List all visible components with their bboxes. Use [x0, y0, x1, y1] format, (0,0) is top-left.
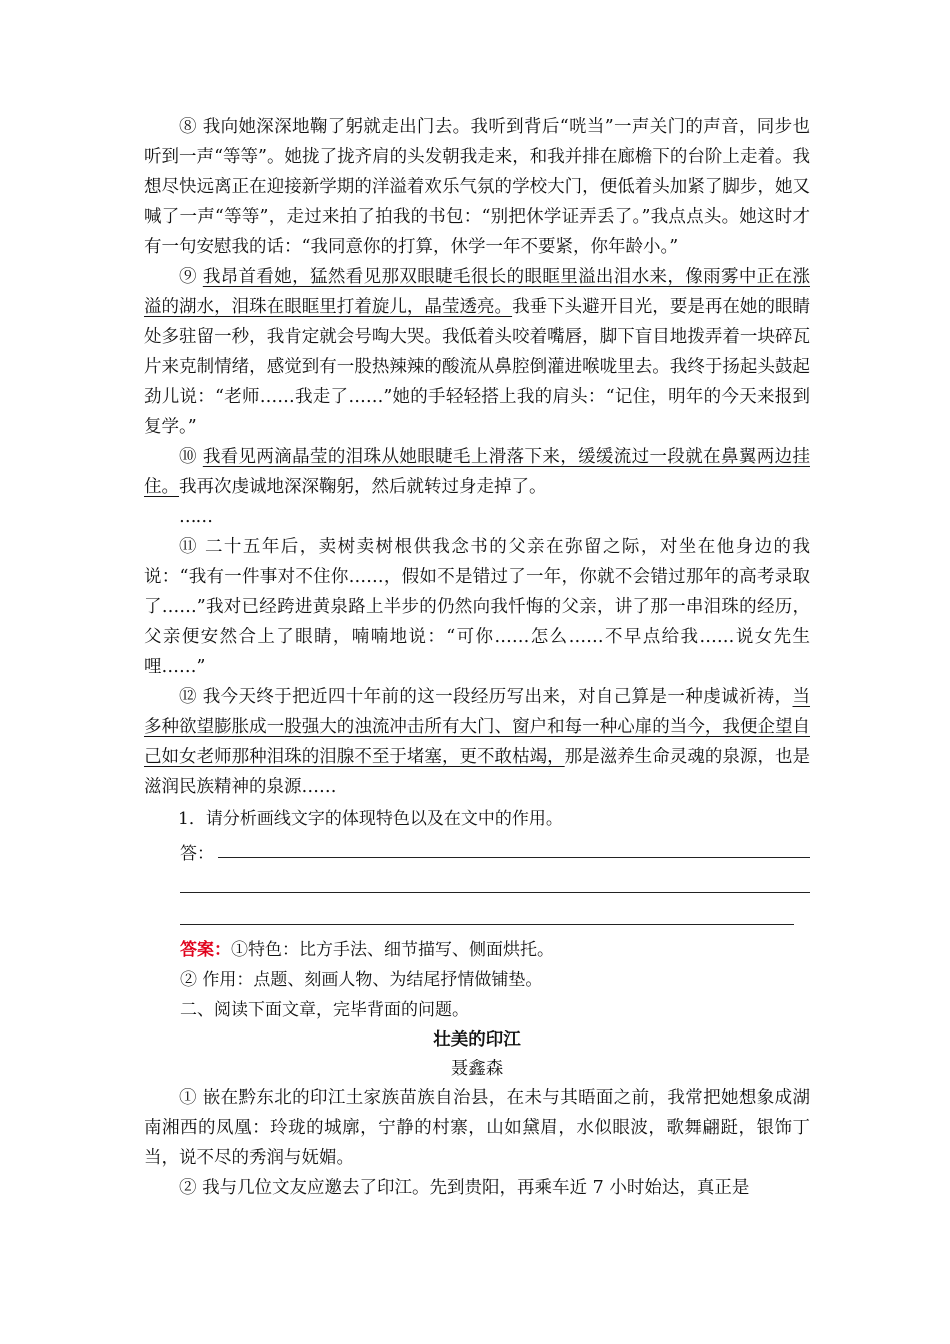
- article-author: 聂鑫森: [450, 1059, 504, 1079]
- question-1: 1．请分析画线文字的体现特色以及在文中的作用。: [178, 809, 563, 829]
- section-2-instruction: 二、阅读下面文章，完毕背面的问题。: [180, 1000, 469, 1020]
- paragraph-10-number: ⑩: [179, 447, 203, 467]
- underlined-text-9: 我昂首看她，猛然看见那双眼睫毛很长的眼眶里溢出泪水来，像雨雾中正在涨溢的湖水，泪珠在眼眶里打着旋儿，晶莹透亮。: [144, 267, 810, 317]
- underlined-text-10: 我看见两滴晶莹的泪珠从她眼睫毛上滑落下来，缓缓流过一段就在鼻翼两边挂住。: [144, 447, 810, 497]
- paragraph-12-start: ⑫ 我今天终于把近四十年前的这一段经历写出来，对自己算是一种虔诚祈祷，: [179, 687, 793, 707]
- answer-blank-line-2[interactable]: [180, 892, 810, 893]
- answer-blank-line-1[interactable]: [180, 834, 810, 864]
- paragraph-9-number: ⑨: [179, 267, 203, 287]
- paragraph-12: [144, 682, 810, 802]
- answer-line-1: ①特色：比方手法、细节描写、侧面烘托。: [231, 940, 554, 960]
- article-title: 壮美的印江: [433, 1030, 521, 1050]
- paragraph-11: ⑪ 二十五年后，卖树卖树根供我念书的父亲在弥留之际，对坐在他身边的我说：“我有一件事对不住你……，假如不是错过了一年，你就不会错过那年的高考录取了……”我对已经跨进黄泉路上半步的仍然向我忏悔的父亲，讲了那一串泪珠的经历，父亲便安然合上了眼睛，喃喃地说：“可你……怎么……不早点给我……说女先生哩……”: [144, 537, 810, 677]
- paragraph-9-rest: 我垂下头避开目光，要是再在她的眼睛处多驻留一秒，我肯定就会号啕大哭。我低着头咬着嘴唇，脚下盲目地拨弄着一块碎瓦片来克制情绪，感觉到有一股热辣辣的酸流从鼻腔倒灌进喉咙里去。我终于扬起头鼓起劲儿说：“老师……我走了……”她的手轻轻搭上我的肩头：“记住，明年的今天来报到复学。”: [144, 297, 811, 437]
- answer-key: [180, 935, 810, 965]
- paragraph-10-rest: 我再次虔诚地深深鞠躬，然后就转过身走掉了。: [179, 477, 547, 497]
- article-paragraph-1: ① 嵌在黔东北的印江土家族苗族自治县，在未与其晤面之前，我常把她想象成湖南湘西的凤凰：玲珑的城廓，宁静的村寨，山如黛眉，水似眼波，歌舞翩跹，银饰丁当，说不尽的秀润与妩媚。: [144, 1088, 810, 1168]
- answer-underline: [218, 857, 810, 858]
- omission-ellipsis: ……: [179, 507, 212, 527]
- underlined-text-12: 当多种欲望膨胀成一股强大的浊流冲击所有大门、窗户和每一种心扉的当今，我便企望自己如女老师那种泪珠的泪腺不至于堵塞，更不敢枯竭，: [144, 687, 810, 767]
- answer-prompt: 答：: [180, 844, 214, 864]
- answer-line-2: ② 作用：点题、刻画人物、为结尾抒情做铺垫。: [180, 970, 543, 990]
- paragraph-12-rest: 那是滋养生命灵魂的泉源，也是滋润民族精神的泉源……: [144, 747, 811, 797]
- answer-blank-line-3[interactable]: [180, 924, 794, 925]
- paragraph-10: [144, 442, 810, 502]
- paragraph-8: ⑧ 我向她深深地鞠了躬就走出门去。我听到背后“咣当”一声关门的声音，同步也听到一声“等等”。她拢了拢齐肩的头发朝我走来，和我并排在廊檐下的台阶上走着。我想尽快远离正在迎接新学期的洋溢着欢乐气氛的学校大门，便低着头加紧了脚步，她又喊了一声“等等”，走过来拍了拍我的书包：“别把休学证弄丢了。”我点点头。她这时才有一句安慰我的话：“我同意你的打算，休学一年不要紧，你年龄小。”: [144, 117, 810, 257]
- paragraph-9: [144, 262, 810, 442]
- document-page: [144, 112, 810, 1203]
- answer-label: 答案：: [180, 940, 231, 960]
- article-paragraph-2: ② 我与几位文友应邀去了印江。先到贵阳，再乘车近 7 小时始达，真正是: [179, 1178, 750, 1198]
